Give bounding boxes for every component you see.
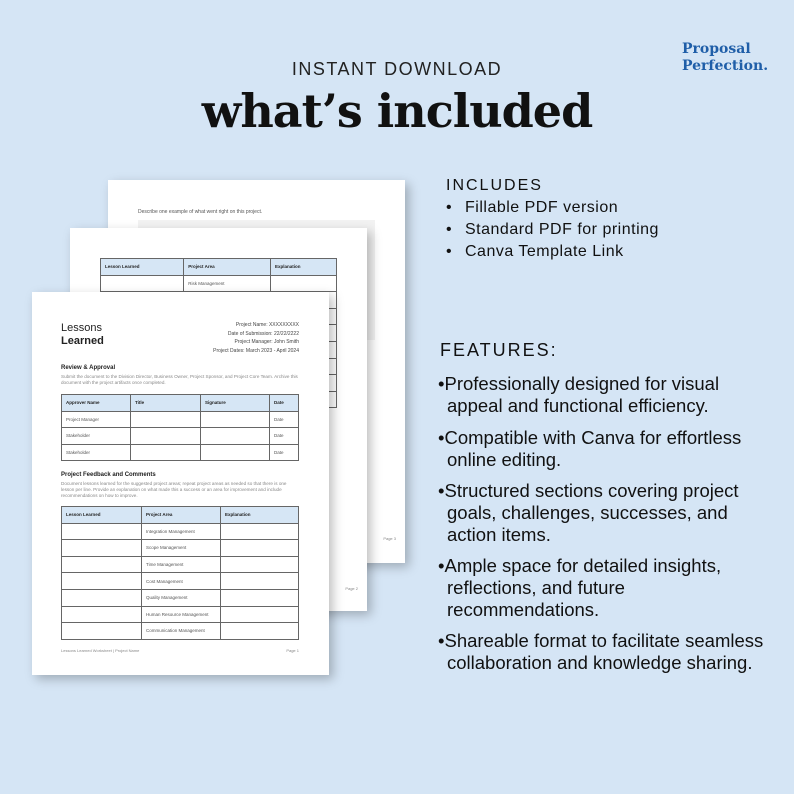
approver-cell: Stakeholder [62,444,131,461]
middle-page-number: Page 2 [345,586,358,591]
feature-text: Shareable format to facilitate seamless collaboration and knowledge sharing. [444,630,764,673]
footer-left: Lessons Learned Worksheet | Project Name [61,648,140,653]
feature-text: Structured sections covering project goals, challenges, successes, and action items. [444,480,739,545]
doc-title-bold: Learned [61,335,104,347]
date-cell: Date [270,444,299,461]
feedback-text: Document lessons learned for the suggested project areas; repeat project areas as needed so that there is one lesson per line. Provide an explanation on what made this a success or an area for improvement and include recommendations on how to improve. [61,481,287,498]
page-title: what’s included [201,84,593,138]
col-header: Signature [201,395,270,412]
feedback-row [62,556,299,573]
back-page-prompt: Describe one example of what went right on this project. [138,209,263,215]
include-item: • Standard PDF for printing [446,221,659,238]
feature-item: •Ample space for detailed insights, reflections, and future recommendations. [438,555,722,620]
approver-cell: Stakeholder [62,428,131,445]
area-cell: Risk Management [184,275,271,292]
front-page-preview [32,292,329,675]
col-header: Project Area [142,507,221,524]
features-heading: FEATURES: [440,340,558,360]
feedback-row [62,573,299,590]
col-header: Title [131,395,201,412]
col-header: Approver Name [62,395,131,412]
meta-line: Project Name: XXXXXXXXX [235,322,299,328]
feature-text: Professionally designed for visual appeal and functional efficiency. [444,373,720,416]
feedback-heading: Project Feedback and Comments [61,472,156,478]
logo-line2: Perfection. [682,58,769,74]
doc-title-light: Lessons [61,322,102,334]
review-heading: Review & Approval [61,365,116,371]
feedback-table [61,506,299,640]
feature-item: •Professionally designed for visual appeal and functional efficiency. [438,373,720,416]
area-cell: Human Resource Management [142,606,221,623]
include-item: • Canva Template Link [446,243,624,260]
include-label: Canva Template Link [465,243,624,260]
approval-table [61,394,299,461]
feature-item: •Shareable format to facilitate seamless collaboration and knowledge sharing. [438,630,764,673]
include-item: • Fillable PDF version [446,199,619,216]
date-cell: Date [270,411,299,428]
area-cell: Scope Management [142,540,221,557]
area-cell: Time Management [142,556,221,573]
front-page-number: Page 1 [286,648,299,653]
col-header: Explanation [221,507,299,524]
logo [682,41,768,75]
review-text: Submit the document to the Division Director, Business Owner, Project Sponsor, and Project Core Team. Archive this document with the project artifacts once completed. [61,374,298,385]
back-page-number: Page 3 [383,536,396,541]
include-label: Standard PDF for printing [465,221,659,238]
feature-text: Compatible with Canva for effortless online editing. [444,427,742,470]
col-header: Project Area [184,259,271,276]
logo-line1: Proposal [682,41,751,57]
feedback-row [62,589,299,606]
date-cell: Date [270,428,299,445]
feedback-row [62,623,299,640]
subtitle: INSTANT DOWNLOAD [291,59,503,79]
feedback-row [62,523,299,540]
area-cell: Cost Management [142,573,221,590]
includes-heading: INCLUDES [446,177,543,194]
include-label: Fillable PDF version [465,199,619,216]
col-header: Lesson Learned [62,507,142,524]
approver-cell: Project Manager [62,411,131,428]
col-header: Explanation [270,259,336,276]
meta-line: Date of Submission: 22/22/2222 [227,330,299,337]
col-header: Date [270,395,299,412]
meta-line: Project Manager: John Smith [234,339,299,346]
area-cell: Quality Management [142,589,221,606]
feature-item: •Structured sections covering project goals, challenges, successes, and action items. [438,480,739,545]
feature-item: •Compatible with Canva for effortless online editing. [438,427,742,470]
area-cell: Integration Management [142,523,221,540]
area-cell: Communication Management [142,623,221,640]
meta-line: Project Dates: March 2023 - April 2024 [213,347,299,354]
feedback-row [62,540,299,557]
feedback-row [62,606,299,623]
col-header: Lesson Learned [101,259,184,276]
project-meta [213,321,299,355]
feature-text: Ample space for detailed insights, reflections, and future recommendations. [444,555,722,620]
